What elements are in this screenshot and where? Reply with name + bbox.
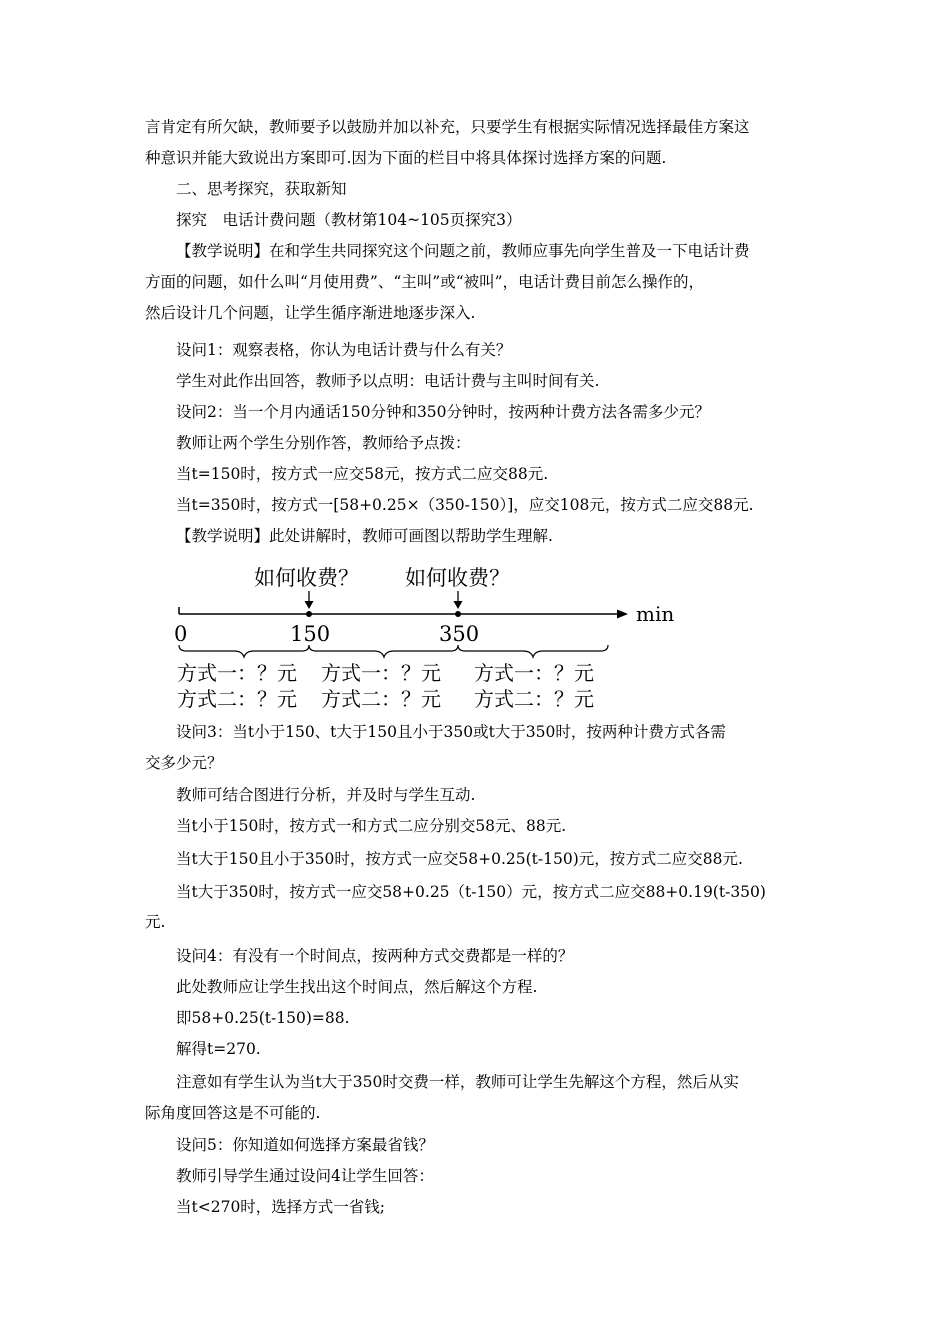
answer-3-case-3-line: 元. [145,913,166,931]
axis-arrow-icon [617,610,628,619]
brace-segment-3 [458,645,608,657]
answer-2-case-1: 当t=150时，按方式一应交58元，按方式二应交88元. [176,465,549,483]
answer-3-case-1: 当t小于150时，按方式一和方式二应分别交58元、88元. [176,817,567,835]
question-3-line: 交多少元？ [145,754,223,772]
question-4: 设问4：有没有一个时间点，按两种方式交费都是一样的？ [176,947,574,965]
question-5: 设问5：你知道如何选择方案最省钱？ [176,1136,434,1154]
tick-label-150: 150 [290,622,331,646]
paragraph-line: 种意识并能大致说出方案即可.因为下面的栏目中将具体探讨选择方案的问题. [145,149,667,167]
paragraph-line: 言肯定有所欠缺，教师要予以鼓励并加以补充，只要学生有根据实际情况选择最佳方案这 [145,118,750,136]
tick-label-350: 350 [439,622,480,646]
number-line-diagram [168,556,688,712]
equation: 即58+0.25(t-150)=88. [176,1009,350,1027]
solution: 解得t=270. [176,1040,261,1058]
point-350 [455,611,461,617]
question-label-left: 如何收费？ [254,566,359,590]
tick-label-0: 0 [174,622,188,646]
teaching-note-2: 【教学说明】此处讲解时，教师可画图以帮助学生理解. [176,527,553,545]
attention-note-line: 际角度回答这是不可能的. [145,1104,321,1122]
section-title: 二、思考探究，获取新知 [176,180,347,198]
question-1: 设问1：观察表格，你认为电话计费与什么有关？ [176,341,512,359]
answer-3: 教师可结合图进行分析，并及时与学生互动. [176,786,476,804]
teaching-note-line: 然后设计几个问题，让学生循序渐进地逐步深入. [145,304,476,322]
teaching-note-line: 方面的问题，如什么叫“月使用费”、“主叫”或“被叫”，电话计费目前怎么操作的， [145,273,705,291]
question-2: 设问2：当一个月内通话150分钟和350分钟时，按两种计费方法各需多少元？ [176,403,711,421]
answer-2-case-2: 当t=350时，按方式一[58+0.25×（350-150）]，应交108元，按方式二应交88元. [176,496,754,514]
axis-unit-label: min [636,602,675,626]
answer-2: 教师让两个学生分别作答，教师给予点拨： [176,434,471,452]
segment-1-method-2: 方式二：？元 [177,687,297,711]
attention-note: 注意如有学生认为当t大于350时交费一样，教师可让学生先解这个方程，然后从实 [176,1073,739,1091]
answer-5-case-1: 当t<270时，选择方式一省钱; [176,1198,386,1216]
answer-3-case-3: 当t大于350时，按方式一应交58+0.25（t-150）元，按方式二应交88+0.19(t-350) [176,883,766,901]
arrow-down-icon [305,601,314,609]
brace-segment-1 [179,645,309,657]
question-3: 设问3：当t小于150、t大于150且小于350或t大于350时，按两种计费方式各需 [176,723,726,741]
segment-1-method-1: 方式一：？元 [177,661,297,685]
segment-3-method-1: 方式一：？元 [474,661,594,685]
brace-segment-2 [309,645,458,657]
answer-5: 教师引导学生通过设问4让学生回答： [176,1167,434,1185]
answer-1: 学生对此作出回答，教师予以点明：电话计费与主叫时间有关. [176,372,600,390]
segment-3-method-2: 方式二：？元 [474,687,594,711]
answer-3-case-2: 当t大于150且小于350时，按方式一应交58+0.25(t-150)元，按方式二应交88元. [176,850,743,868]
answer-4: 此处教师应让学生找出这个时间点，然后解这个方程. [176,978,538,996]
segment-2-method-1: 方式一：？元 [321,661,441,685]
teaching-note: 【教学说明】在和学生共同探究这个问题之前，教师应事先向学生普及一下电话计费 [176,242,750,260]
question-label-right: 如何收费？ [405,566,510,590]
explore-title: 探究 电话计费问题（教材第104~105页探究3） [176,211,522,229]
point-150 [306,611,312,617]
arrow-down-icon [454,601,463,609]
segment-2-method-2: 方式二：？元 [321,687,441,711]
